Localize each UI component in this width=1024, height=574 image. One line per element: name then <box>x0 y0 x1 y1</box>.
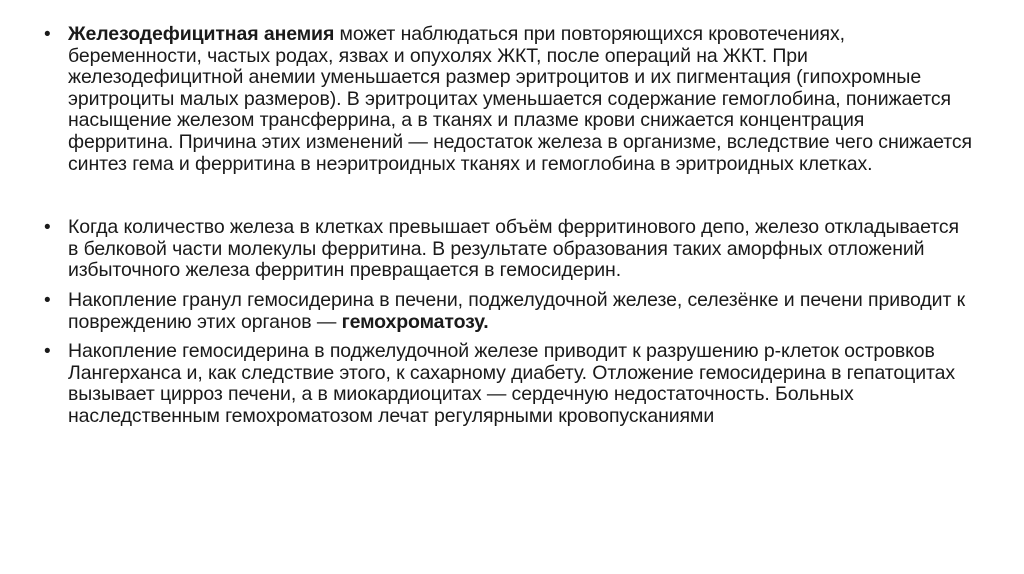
bullet-item-pancreas-diabetes <box>44 341 974 427</box>
term-iron-deficiency-anemia: Железодефицитная анемия <box>68 23 335 45</box>
bullet-marker: • <box>44 341 51 363</box>
bullet-text: Накопление гранул гемосидерина в печени, поджелудочной железе, селезёнке и печени приводит к повреждению этих органов — <box>68 288 966 333</box>
bullet-marker: • <box>44 217 51 239</box>
bullet-text: Накопление гемосидерина в поджелудочной железе приводит к разрушению р-клеток островков Лангерханса и, как следствие этого, к сахарному диабету. Отложение гемосидерина в гепатоцитах вызывает цирроз печени, а в миокардиоцитах — сердечную недостаточность. Больных наследственным гемохроматозом лечат регулярными кровопусканиями <box>68 340 956 427</box>
bullet-item-ferritin-depot <box>44 217 974 282</box>
bullet-text: Когда количество железа в клетках превышает объём ферритинового депо, железо откладывается в белковой части молекулы ферритина. В результате образования таких аморфных отложений избыточного железа ферритин превращается в гемосидерин. <box>68 216 959 282</box>
bullet-item-iron-deficiency-anemia <box>44 24 974 175</box>
bullet-marker: • <box>44 24 51 45</box>
bullet-marker: • <box>44 289 51 311</box>
bullet-text: может наблюдаться при повторяющихся кровотечениях, беременности, частых родах, язвах и опухолях ЖКТ, после операций на ЖКТ. При железодефицитной анемии уменьшается размер эритроцитов и их пигментация (гипохромные эритроциты малых размеров). В эритроцитах уменьшается содержание гемоглобина, понижается насыщение железом трансферрина, а в тканях и плазме крови снижается концентрация ферритина. Причина этих изменений — недостаток железа в организме, вследствие чего снижается синтез гема и ферритина в неэритроидных тканях и гемоглобина в эритроидных клетках. <box>68 23 972 175</box>
bullet-item-hemosiderin-granules <box>44 290 974 333</box>
bullet-list <box>44 24 974 428</box>
term-hemochromatosis: гемохроматозу. <box>341 310 489 333</box>
